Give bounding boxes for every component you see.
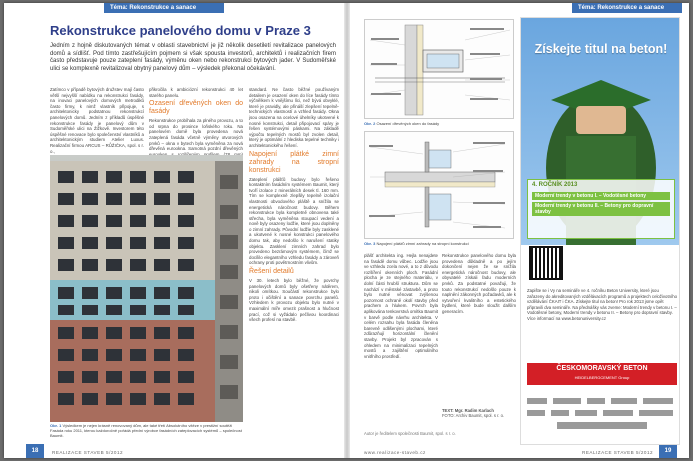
author-credit: TEXT: Mgr. Radim Karlach xyxy=(442,408,494,413)
brand-name: ČESKOMORAVSKÝ BETON xyxy=(556,365,648,372)
badge-line-1: Moderní trendy v betonu I. – Vodotěsné betony xyxy=(532,192,670,200)
right-column-2-text: Rekonstrukce panelového domu byla provedena důkladně a po jejím dokončení nejen že se snížila energetická náročnost budovy, ale obyvatelé získali řadu moderních prvků. Za podstatné považuji, že touto rekonstrukcí nedošlo pouze k naplnění zákonných požadavků, ale k vytvoření kvalitního a estetického bydlení, které bude sloužit dalším generacím. xyxy=(442,253,516,314)
partner-logo xyxy=(575,410,597,416)
figure-1-caption xyxy=(50,423,243,438)
column-3-text-a: standard. Ne často běžné používaným detailem je osazení oken do líce fasády tímto výčnělkem k vnějšímu líci, než bývá obvyklé, které je pravidly, ale přináší zlepšení tepelně-technických vlastností a vzhled fasády. Okna jsou osazena na ocelové úhelníky ukotvené k nosné konstrukci, detail připojovací spáry je řešen systémovými páskami. Na základě výpočtu tepelných mostů byl zvolen detail, který je optimální z hlediska tepelné techniky i architektonického řešení. xyxy=(249,87,339,148)
figure-3-drawing xyxy=(364,131,514,239)
right-column-2 xyxy=(442,253,516,378)
partner-logo xyxy=(611,398,637,404)
column-2-intro: přikročila k ambiciózní rekonstrukci 40 let starého panelu. xyxy=(149,87,243,98)
figure-2-text: Osazení dřevěných oken do fasády xyxy=(376,121,440,126)
badge-line-2: Moderní trendy v betonu II. – Betony pro dopravní stavby xyxy=(532,202,670,216)
column-1 xyxy=(50,87,144,153)
figure-3-caption xyxy=(364,241,514,246)
column-3-text-b: Zateplení plášťů budovy bylo řešeno kontaktním fasádním systémem Baumit, který tvoří izolace z minerálních desek tl. 160 mm. Tím se komplexně zlepšily tepelně izolační vlastnosti obvodového pláště a snížila se energetická náročnost budovy. Během rekonstrukce byla kompletně obnovena také střecha, byla vyměněna stoupací vedení a nově byly osazeny lodžie, které jsou doplněny o zimní zahrady. Původní lodžie byly zasklené a ukotvené k nosné konstrukci panelového domu tak, aby nedošlo k narušení statiky objektu. Zasklení zimních zahrad bylo provedeno bezrámovým systémem, čímž se docílilo elegantního vzhledu fasády a zároveň ochrany proti povětrnostním vlivům. xyxy=(249,176,339,266)
figure-3-text: Napojení plášťů zimní zahrady na stropní konstrukci xyxy=(376,241,469,246)
partner-logo xyxy=(527,398,547,404)
partner-logo xyxy=(553,398,581,404)
ad-body: Zapište se i Vy na semináře ve 4. ročníku Beton University, které jsou zařazeny do akreditovaných vzdělávacích programů a projektech celoživotního vzdělávání ČKAIT i ČKA. Získejte titul na beton! Pro rok 2013 jsme opět připravili dva semináře. Na přednášky vás zveme: Moderní trendy v betonu I. – Vodotěsné betony, Moderní trendy v betonu II. – Betony pro dopravní stavby. Více informací na www.betonuniversity.cz xyxy=(527,288,677,321)
column-3-text-c: V 30. letech bylo běžné, že povrchy panelových domů byly ošetřeny nátěrem, nikoli omítkou. Součástí rekonstrukce bylo proto i očištění a sanace povrchu panelů. Vzhledem k provozu objektu bylo nutné v maximální míře omezit prašnost a hlučnost prací, což si vyžádalo pečlivou koordinaci všech profesí na stavbě. xyxy=(249,278,339,323)
column-2-text: Rekonstrukce probíhala za plného provozu, a to od srpna do prosince loňského roku. Na panelovém domě byla provedena nová zateplená fasáda včetně výměny otvorových prvků – okna v bytech byla vyměněna za nová dřevěná eurookna. Samotná pozdní dřevěných xyxy=(149,118,243,152)
figure-1-label: Obr. 1 xyxy=(50,423,62,428)
figure-2-drawing xyxy=(364,19,514,119)
qr-code-icon xyxy=(529,246,563,280)
footer-left: REALIZACE STAVEB 5/2012 xyxy=(52,450,124,455)
page-number-left: 18 xyxy=(26,444,44,458)
ad-badge xyxy=(527,179,675,239)
beton-university-ad xyxy=(520,17,680,445)
footer-right: REALIZACE STAVEB 5/2012 xyxy=(582,450,654,455)
section-label-left: Téma: Rekonstrukce a sanace xyxy=(104,3,224,13)
partner-logo xyxy=(643,398,673,404)
photo-credit: FOTO: Archiv Baumit, spol. s r. o. xyxy=(442,413,505,418)
column-2 xyxy=(149,87,243,153)
figure-2-label: Obr. 2 xyxy=(364,121,376,126)
partner-logo xyxy=(551,410,569,416)
article-title: Rekonstrukce panelového domu v Praze 3 xyxy=(50,23,311,38)
right-column-1 xyxy=(364,253,438,428)
right-column-1-text: plášť architekta ing. Hejla nenajdete na fasádě domu vůbec. Lodžie jsou ve vzhledu zcela nové, a to z důvodu rozšíření okenních ploch. Fasádní plocha je ze stejného materiálu, v dolní části hrubší struktura. Dům se nachází v městské zástavbě, a proto bylo nutné věnovat zvýšenou pozornost ochraně okolí stavby před prachem a hlukem. Povrch byla aplikována tenkovrstvá omítka Baumit v barvě podle návrhu architekta. V celém rozsahu byla fasáda členěna barevně odlišenými plochami, které zdůrazňují horizontální členění stavby. Projekt byl zpracován s ohledem na minimalizaci tepelných mostů a zajištění optimálního vnitřního prostředí. xyxy=(364,253,438,359)
column-1-text: Zatímco v případě bytových družstev mají často větší nejvyšší nabídku na rekonstrukci fasády, na inovaci panelových domových metrodiků často firmy, k nimž vlastník připojuje, s architektonicky podstatnou rekonstrukcí panelových domů. Jedním z příkladů úspěšné rekonstrukce fasády je panelový dům v Sudoměřské ulici na Žižkově. Investorem této úspěšné renovace bylo společenství vlastníků a architektonickým studiem Atelier Luxus. Realizační firmou ARCUS – RŮŽIČKA, spol. s r. o., xyxy=(50,87,144,154)
magazine-spread xyxy=(4,3,689,458)
brand-subtitle: HEIDELBERGCEMENT Group xyxy=(574,375,630,380)
section-label-right: Téma: Rekonstrukce a sanace xyxy=(572,3,682,13)
figure-1-text: Výsledkem je nejen krásně renovovaný dům, ale také třetí Absolutního vítěze v prestižní soutěži Fasáda roku 2011, kterou každoročně pořádá přední výrobce fasádních zateplovacích systémů – společnost Baumit. xyxy=(50,423,242,438)
ad-headline: Získejte titul na beton! xyxy=(534,42,668,56)
subhead-windows: Ozasení dřevěných oken do fasády xyxy=(149,100,243,116)
partner-logo xyxy=(557,422,647,429)
subhead-winter-garden: Napojení plátké zimní zahrady na stropní konstrukci xyxy=(249,150,339,174)
building-photo xyxy=(50,155,243,422)
figure-3-label: Obr. 3 xyxy=(364,241,376,246)
ad-brand xyxy=(527,363,677,385)
partner-logo xyxy=(639,410,673,416)
partner-logo xyxy=(603,410,633,416)
page-gutter xyxy=(344,3,350,458)
author-footnote: Autor je ředitelem společnosti Baumit, spol. s r. o. xyxy=(364,431,456,436)
subhead-details: Řešení detailů xyxy=(249,268,294,276)
footer-url: www.realizace-staveb.cz xyxy=(364,450,426,455)
badge-year: 4. ROČNÍK 2013 xyxy=(532,182,578,188)
partner-logo xyxy=(527,410,545,416)
page-number-right: 19 xyxy=(659,444,677,458)
partner-logo xyxy=(587,398,605,404)
figure-2-caption xyxy=(364,121,514,126)
column-3 xyxy=(249,87,339,429)
article-credits xyxy=(442,408,516,418)
article-lead: Jedním z hojně diskutovaných témat v oblasti stavebnictví je již několik desetiletí revitalizace panelových domů a sídlišť. Pod tímto zastřešujícím pojmem si však spousta investorů, architektů i realizačních firem často představuje pouze zateplení fasády, výměnu oken nebo rekonstrukci bytových jader. V Sudoměřské ulici se komplexně revitalizoval obytný panelový dům – výsledek překonal očekávání. xyxy=(50,43,336,72)
partner-logos xyxy=(527,396,677,436)
